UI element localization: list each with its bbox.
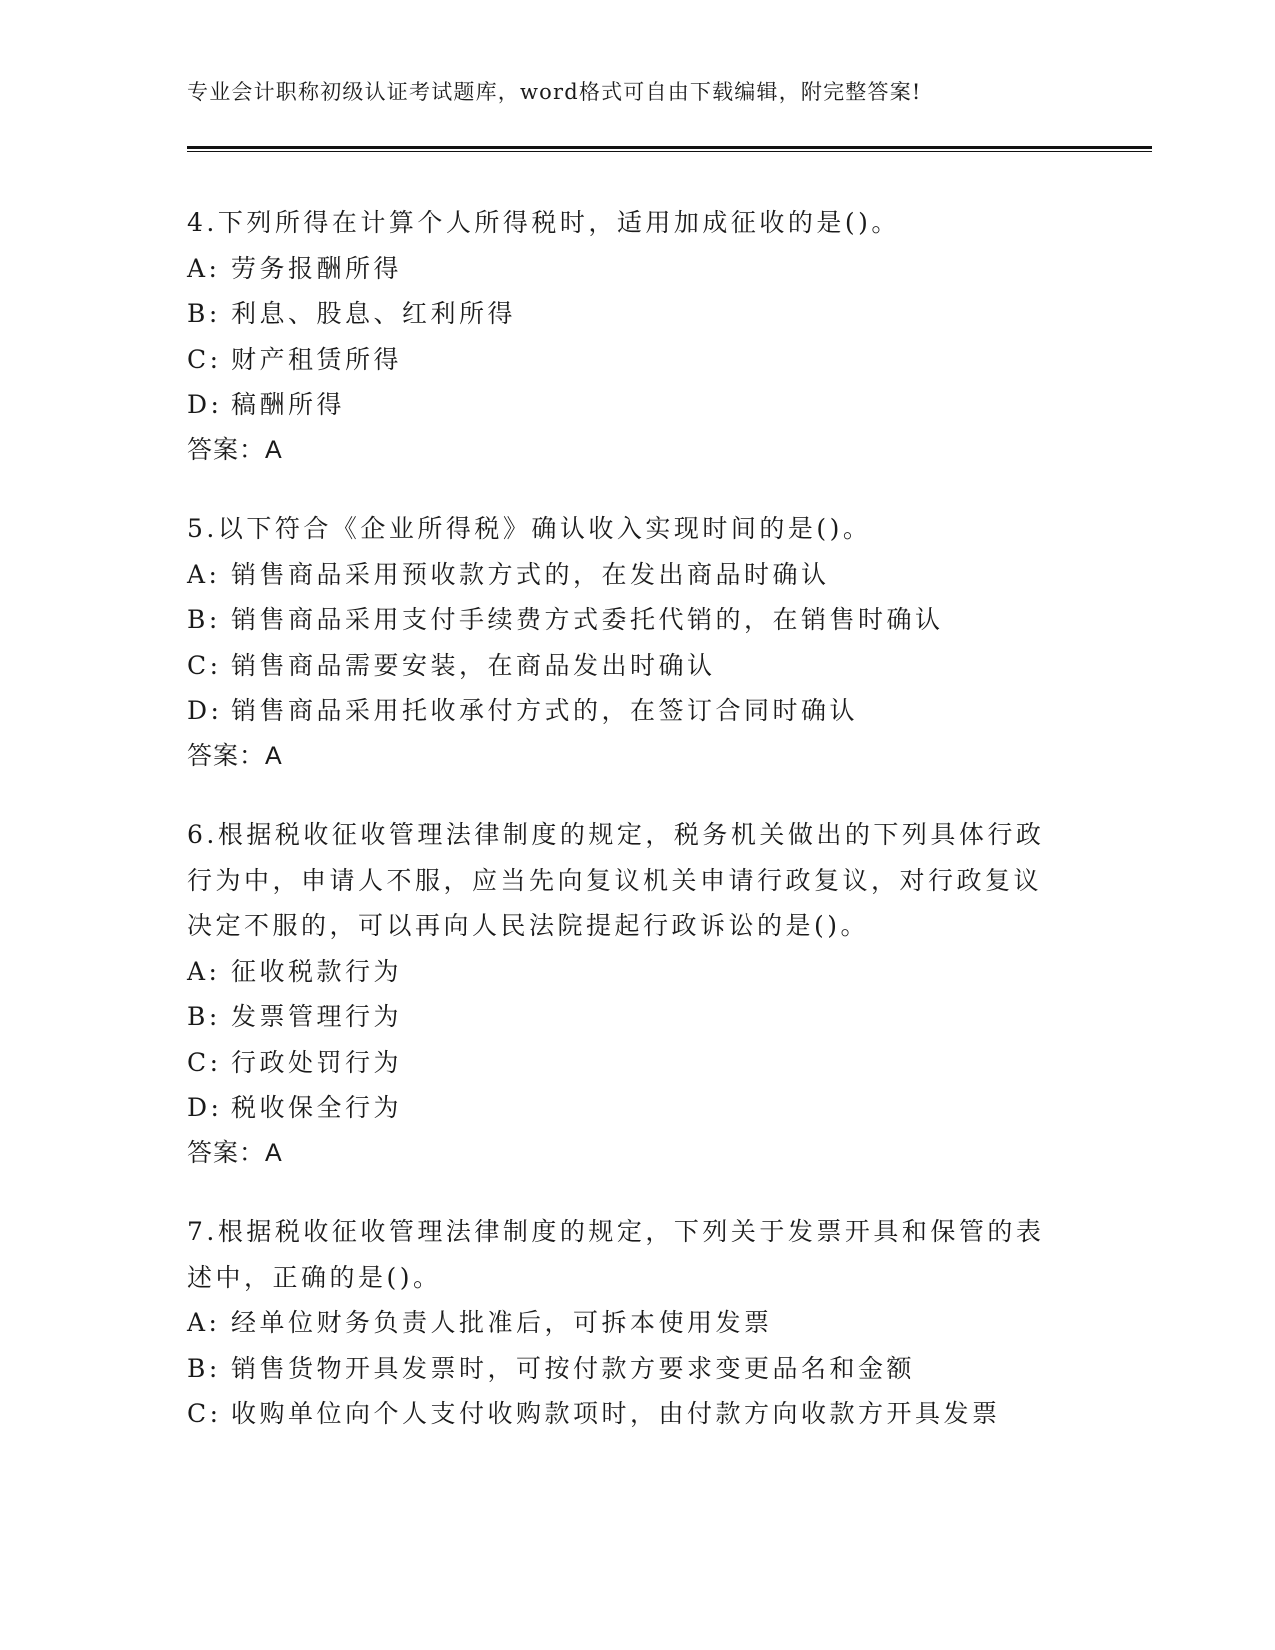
option-d — [187, 1085, 1067, 1131]
option-text: 征收税款行为 — [231, 956, 403, 986]
option-letter: C: — [187, 1399, 222, 1428]
question-text: 述中，正确的是()。 — [187, 1262, 442, 1292]
option-a — [187, 552, 1067, 598]
option-text: 销售商品采用支付手续费方式委托代销的，在销售时确认 — [231, 605, 944, 634]
option-letter: A: — [187, 559, 221, 589]
answer-line: 答案：A — [187, 741, 283, 770]
question-text: 4.下列所得在计算个人所得税时，适用加成征收的是()。 — [187, 208, 900, 237]
option-a — [187, 246, 1067, 292]
option-b — [187, 1346, 1067, 1392]
option-letter: B: — [187, 299, 221, 328]
answer-line: 答案：A — [187, 1138, 283, 1167]
question-4 — [187, 200, 1067, 473]
option-letter: D: — [187, 390, 223, 419]
question-6 — [187, 812, 1067, 1176]
option-letter: C: — [187, 1047, 222, 1077]
option-letter: A: — [187, 253, 221, 283]
option-b — [187, 291, 1067, 337]
question-text: 5.以下符合《企业所得税》确认收入实现时间的是()。 — [187, 514, 872, 543]
option-text: 行政处罚行为 — [231, 1047, 403, 1077]
option-letter: A: — [187, 1308, 221, 1337]
question-text: 行为中，申请人不服，应当先向复议机关申请行政复议，对行政复议 — [187, 865, 1043, 895]
option-a — [187, 949, 1067, 995]
option-d — [187, 382, 1067, 428]
option-text: 税收保全行为 — [231, 1093, 403, 1122]
option-text: 经单位财务负责人批准后，可拆本使用发票 — [231, 1308, 773, 1337]
question-list — [187, 200, 1067, 1470]
option-letter: C: — [187, 344, 222, 374]
option-text: 销售商品采用托收承付方式的，在签订合同时确认 — [231, 696, 859, 725]
question-7 — [187, 1209, 1067, 1437]
option-text: 收购单位向个人支付收购款项时，由付款方向收款方开具发票 — [231, 1399, 1001, 1428]
option-c — [187, 337, 1067, 383]
option-letter: B: — [187, 605, 221, 634]
option-b — [187, 597, 1067, 643]
option-c — [187, 643, 1067, 689]
header-rule — [187, 146, 1152, 152]
option-letter: B: — [187, 1002, 221, 1031]
option-c — [187, 1040, 1067, 1086]
option-text: 销售商品需要安装，在商品发出时确认 — [231, 650, 716, 680]
option-letter: D: — [187, 696, 223, 725]
option-d — [187, 688, 1067, 734]
option-text: 劳务报酬所得 — [231, 253, 403, 283]
question-text: 7.根据税收征收管理法律制度的规定，下列关于发票开具和保管的表 — [187, 1217, 1045, 1246]
option-b — [187, 994, 1067, 1040]
option-text: 销售货物开具发票时，可按付款方要求变更品名和金额 — [231, 1353, 916, 1383]
option-letter: C: — [187, 650, 222, 680]
option-letter: B: — [187, 1353, 221, 1383]
option-letter: D: — [187, 1093, 223, 1122]
option-text: 稿酬所得 — [231, 390, 346, 419]
question-text: 6.根据税收征收管理法律制度的规定，税务机关做出的下列具体行政 — [187, 820, 1045, 849]
header-text: 专业会计职称初级认证考试题库，word格式可自由下载编辑，附完整答案! — [187, 80, 922, 104]
option-a — [187, 1300, 1067, 1346]
option-c — [187, 1391, 1067, 1437]
option-letter: A: — [187, 956, 221, 986]
option-text: 发票管理行为 — [231, 1002, 403, 1031]
option-text: 利息、股息、红利所得 — [231, 299, 517, 328]
question-5 — [187, 506, 1067, 779]
answer-line: 答案：A — [187, 435, 283, 464]
option-text: 销售商品采用预收款方式的，在发出商品时确认 — [231, 559, 830, 589]
question-text: 决定不服的，可以再向人民法院提起行政诉讼的是()。 — [187, 911, 870, 940]
option-text: 财产租赁所得 — [231, 344, 403, 374]
